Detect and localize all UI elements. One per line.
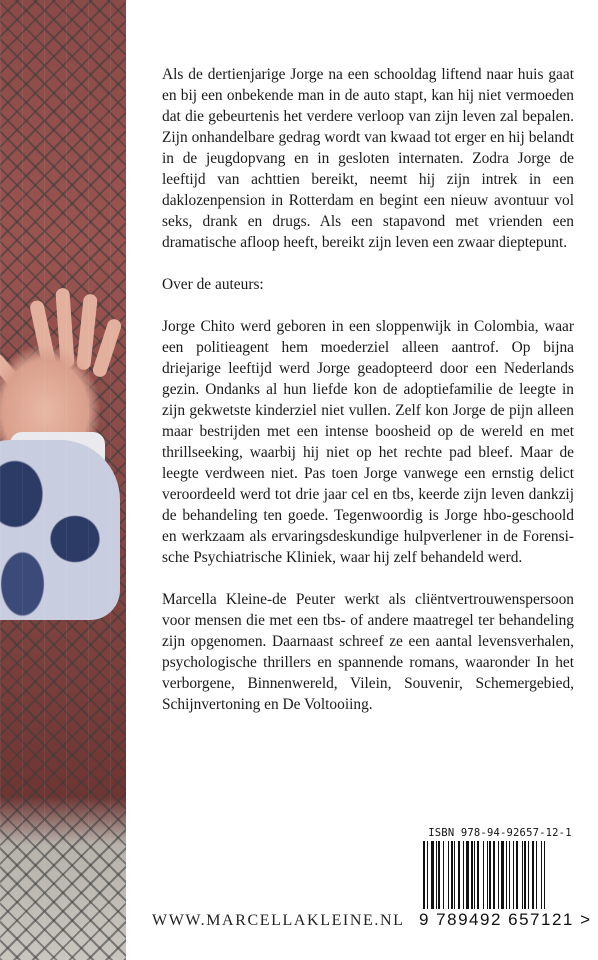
barcode-bar bbox=[493, 841, 495, 909]
barcode-bar bbox=[536, 841, 537, 909]
barcode-bar bbox=[443, 841, 444, 909]
barcode-bars bbox=[423, 841, 583, 909]
barcode-bar bbox=[477, 841, 479, 909]
barcode-bar bbox=[448, 841, 449, 909]
barcode-bar bbox=[471, 841, 473, 909]
hand-finger bbox=[91, 317, 123, 378]
barcode-bar bbox=[474, 841, 475, 909]
cover-photo-strip bbox=[0, 0, 126, 960]
barcode-bar bbox=[466, 841, 469, 909]
barcode-bar bbox=[487, 841, 488, 909]
barcode-bar bbox=[506, 841, 507, 909]
hand-finger bbox=[76, 293, 98, 370]
barcode-bar bbox=[489, 841, 491, 909]
barcode-digits: 9 789492 657121 > bbox=[419, 910, 592, 929]
barcode-bar bbox=[483, 841, 484, 909]
barcode-bar bbox=[427, 841, 428, 909]
barcode-bar bbox=[498, 841, 499, 909]
barcode-bar bbox=[431, 841, 434, 909]
authors-heading: Over de auteurs: bbox=[162, 276, 264, 293]
hand-palm bbox=[0, 345, 100, 455]
sleeve-cuff bbox=[10, 432, 105, 470]
barcode-bar bbox=[436, 841, 437, 909]
barcode-bar bbox=[513, 841, 514, 909]
barcode-bar bbox=[454, 841, 455, 909]
barcode-bar bbox=[532, 841, 534, 909]
hand-finger bbox=[0, 351, 30, 398]
blurb-paragraph: Als de dertienjarige Jorge na een schooldag liftend naar huis gaat en bij een onbekende man in de auto stapt, kan hij niet vermoeden dat die gebeurtenis het verdere verloop van zijn leven zal bepalen. Zijn onhandelbare gedrag wordt van kwaad tot erger en hij belandt in de jeugdopvang en in gesloten internaten. Zodra Jorge de leeftijd van achttien bereikt, neemt hij zijn intrek in een daklozenpension in Rotterdam en begint een nieuw avontuur vol seks, drank en drugs. Als een stapavond met vrienden een dramatische afloop heeft, bereikt zijn leven een zwaar dieptepunt. bbox=[162, 66, 574, 251]
barcode-bar bbox=[451, 841, 453, 909]
barcode-bar bbox=[438, 841, 440, 909]
hand-finger bbox=[29, 299, 57, 370]
barcode-bar bbox=[458, 841, 460, 909]
author-bio-jorge: Jorge Chito werd geboren in een sloppenwijk in Colombia, waar een politieagent hem moederziel alleen aantrof. Op bijna driejarige leeftijd werd Jorge geadopteerd door een Nederlands gezin. Ondanks al hun liefde kon de adoptiefamilie de leegte in zijn gekwetste kinderziel niet vullen. Zelf kon Jorge de pijn alleen maar bestrijden met een intense boosheid op de wereld en met thrillseeking, waarbij hij niet op het rechte pad bleef. Maar de leegte verdween niet. Pas toen Jorge vanwege een ernstig delict veroordeeld werd tot drie jaar cel en tbs, keerde zijn leven dankzij de behandeling ten goede. Tegenwoordig is Jorge hbo-geschoold en werkzaam als ervaringsdeskundige hulpverlener in de Forensische Psychiatrische Kliniek, waar hij zelf behandeld werd. bbox=[162, 318, 574, 566]
back-cover-text bbox=[162, 64, 574, 736]
barcode-bar bbox=[509, 841, 510, 909]
camo-sleeve bbox=[0, 440, 120, 620]
barcode-bar bbox=[463, 841, 464, 909]
isbn-label: ISBN 978-94-92657-12-1 bbox=[428, 827, 572, 839]
barcode-bar bbox=[541, 841, 542, 909]
barcode-bar bbox=[423, 841, 425, 909]
barcode-bar bbox=[544, 841, 545, 909]
barcode-bar bbox=[522, 841, 523, 909]
barcode-bar bbox=[516, 841, 518, 909]
barcode-bar bbox=[524, 841, 526, 909]
barcode-bar bbox=[501, 841, 504, 909]
website-url: WWW.MARCELLAKLEINE.NL bbox=[152, 912, 405, 929]
author-bio-marcella: Marcella Kleine-de Peuter werkt als cliëntvertrouwenspersoon voor mensen die met een tbs- of andere maatregel ter behandeling zijn opgenomen. Daarnaast schreef ze een aantal levensverhalen, psychologische thrillers en spannende romans, waaronder In het verborgene, Binnenwereld, Vilein, Souvenir, Schemergebied, Schijnvertoning en De Voltooiing. bbox=[162, 591, 574, 713]
barcode-bar bbox=[528, 841, 529, 909]
hand-finger bbox=[55, 288, 75, 369]
barcode-block bbox=[419, 827, 592, 931]
